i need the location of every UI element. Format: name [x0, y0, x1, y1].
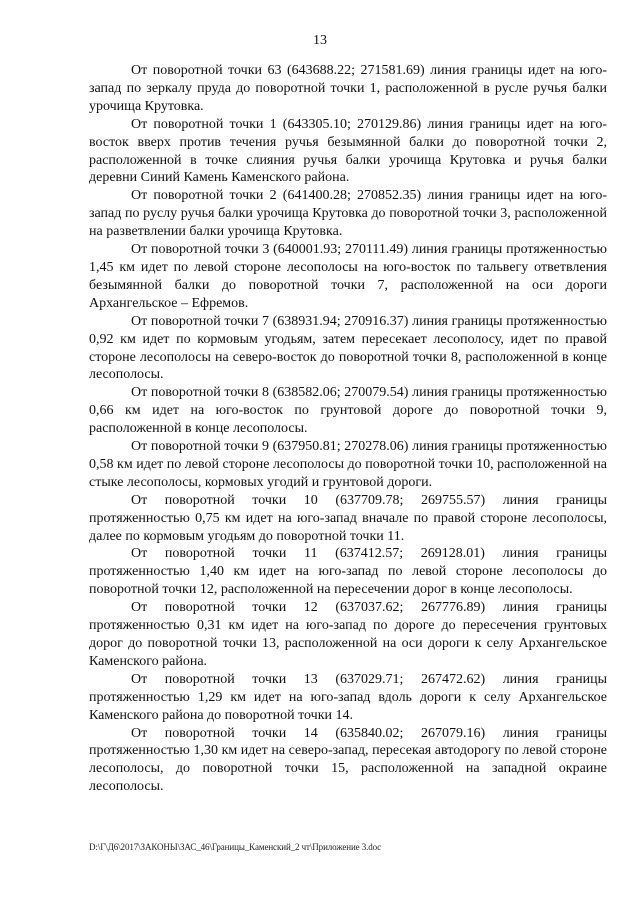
paragraph: От поворотной точки 11 (637412.57; 269128.01) линия границы протяженностью 1,40 км идет на юго-запад по левой стороне лесополосы до поворотной точки 12, расположенной на пересечении дорог в конце лесополосы.: [89, 546, 607, 598]
paragraph: От поворотной точки 10 (637709.78; 269755.57) линия границы протяженностью 0,75 км идет на юго-запад вначале по правой стороне лесополосы, далее по кормовым угодьям до поворотной точки 11.: [89, 492, 607, 544]
page-number: 13: [313, 33, 327, 48]
paragraph: От поворотной точки 3 (640001.93; 270111.49) линия границы протяженностью 1,45 км идет по левой стороне лесополосы на юго-восток по тальвегу ответвления безымянной балки до поворотной точки 7, расположенной на оси дороги Архангельское – Ефремов.: [89, 242, 607, 311]
paragraph: От поворотной точки 13 (637029.71; 267472.62) линия границы протяженностью 1,29 км идет на юго-запад вдоль дороги к селу Архангельское Каменского района до поворотной точки 14.: [89, 671, 607, 723]
paragraph: От поворотной точки 1 (643305.10; 270129.86) линия границы идет на юго-восток вверх против течения ручья безымянной балки до поворотной точки 2, расположенной в точке слияния ручья балки урочища Крутовка и ручья балки деревни Синий Камень Каменского района.: [89, 116, 607, 186]
paragraph: От поворотной точки 8 (638582.06; 270079.54) линия границы протяженностью 0,66 км идет на юго-восток по грунтовой дороге до поворотной точки 9, расположенной в конце лесополосы.: [89, 385, 607, 437]
document-body: [89, 62, 607, 796]
paragraph: От поворотной точки 9 (637950.81; 270278.06) линия границы протяженностью 0,58 км идет по левой стороне лесополосы до поворотной точки 10, расположенной на стыке лесополосы, кормовых угодий и грунтовой дороги.: [89, 439, 607, 490]
paragraph: От поворотной точки 2 (641400.28; 270852.35) линия границы идет на юго-запад по руслу ручья балки урочища Крутовка до поворотной точки 3, расположенной на разветвлении балки урочища Крутовка.: [89, 188, 607, 240]
paragraph: От поворотной точки 7 (638931.94; 270916.37) линия границы протяженностью 0,92 км идет по кормовым угодьям, затем пересекает лесополосу, идет по правой стороне лесополосы на северо-восток до поворотной точки 8, расположенной в конце лесополосы.: [89, 313, 607, 383]
footer-file-path: D:\Г\Д6\2017\ЗАКОНЫ\ЗАС_46\Границы_Каменский_2 чт\Приложение 3.doc: [89, 842, 381, 852]
paragraph: От поворотной точки 63 (643688.22; 271581.69) линия границы идет на юго-запад по зеркалу пруда до поворотной точки 1, расположенной в русле ручья балки урочища Крутовка.: [89, 63, 607, 114]
paragraph: От поворотной точки 14 (635840.02; 267079.16) линия границы протяженностью 1,30 км идет на северо-запад, пересекая автодорогу по левой стороне лесополосы, до поворотной точки 15, расположенной на западной окраине лесополосы.: [89, 725, 607, 795]
paragraph: От поворотной точки 12 (637037.62; 267776.89) линия границы протяженностью 0,31 км идет на юго-запад по дороге до пересечения грунтовых дорог до поворотной точки 13, расположенной на оси дороги к селу Архангельское Каменского района.: [89, 600, 607, 669]
